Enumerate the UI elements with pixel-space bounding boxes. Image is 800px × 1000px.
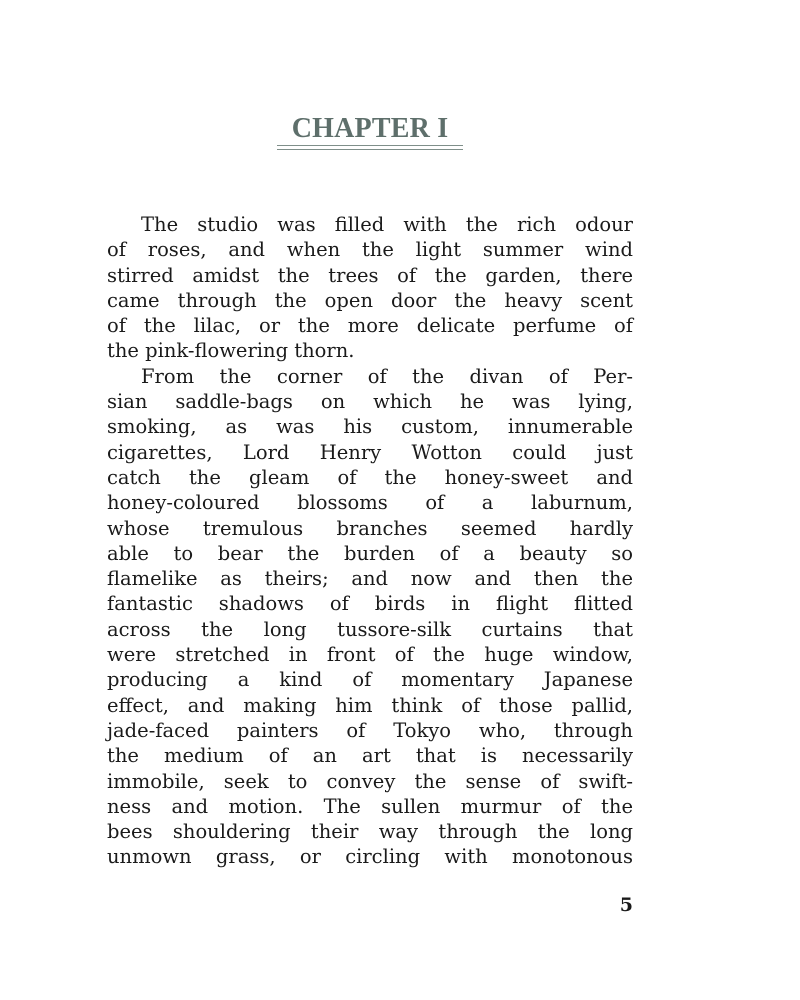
title-underline-top <box>277 145 463 146</box>
text-line: sian saddle-bags on which he was lying, <box>107 390 633 414</box>
text-line: The studio was filled with the rich odour <box>141 213 633 236</box>
text-line: bees shouldering their way through the long <box>107 820 633 844</box>
title-underline-bottom <box>277 149 463 150</box>
text-line: From the corner of the divan of Per- <box>141 364 633 388</box>
text-line: cigarettes, Lord Henry Wotton could just <box>107 440 633 464</box>
text-line: unmown grass, or circling with monotonous <box>107 845 633 869</box>
text-line: smoking, as was his custom, innumerable <box>107 415 633 439</box>
page-number: 5 <box>619 894 633 916</box>
text-line: of roses, and when the light summer wind <box>107 238 633 262</box>
text-line: effect, and making him think of those pallid, <box>107 693 633 717</box>
text-line: ness and motion. The sullen murmur of the <box>107 794 633 818</box>
text-line: of the lilac, or the more delicate perfume of <box>107 314 633 338</box>
text-line: flamelike as theirs; and now and then the <box>107 567 633 591</box>
chapter-body <box>107 212 633 870</box>
text-line: catch the gleam of the honey-sweet and <box>107 465 633 489</box>
text-line: the medium of an art that is necessarily <box>107 744 633 768</box>
text-line: across the long tussore-silk curtains that <box>107 617 633 641</box>
text-line: immobile, seek to convey the sense of swift- <box>107 769 633 793</box>
text-line: producing a kind of momentary Japanese <box>107 668 633 692</box>
text-line: stirred amidst the trees of the garden, there <box>107 263 633 287</box>
chapter-title: CHAPTER I <box>291 113 449 144</box>
text-line: fantastic shadows of birds in flight flitted <box>107 592 633 616</box>
text-line: the pink-flowering thorn. <box>107 339 355 363</box>
text-line: jade-faced painters of Tokyo who, through <box>107 718 633 742</box>
paragraph-2 <box>107 364 633 870</box>
text-line: able to bear the burden of a beauty so <box>107 541 633 565</box>
text-line: came through the open door the heavy scent <box>107 288 633 312</box>
text-line: honey-coloured blossoms of a laburnum, <box>107 491 633 515</box>
text-line: whose tremulous branches seemed hardly <box>107 516 633 540</box>
text-line: were stretched in front of the huge window, <box>107 643 633 667</box>
paragraph-1 <box>107 212 633 364</box>
